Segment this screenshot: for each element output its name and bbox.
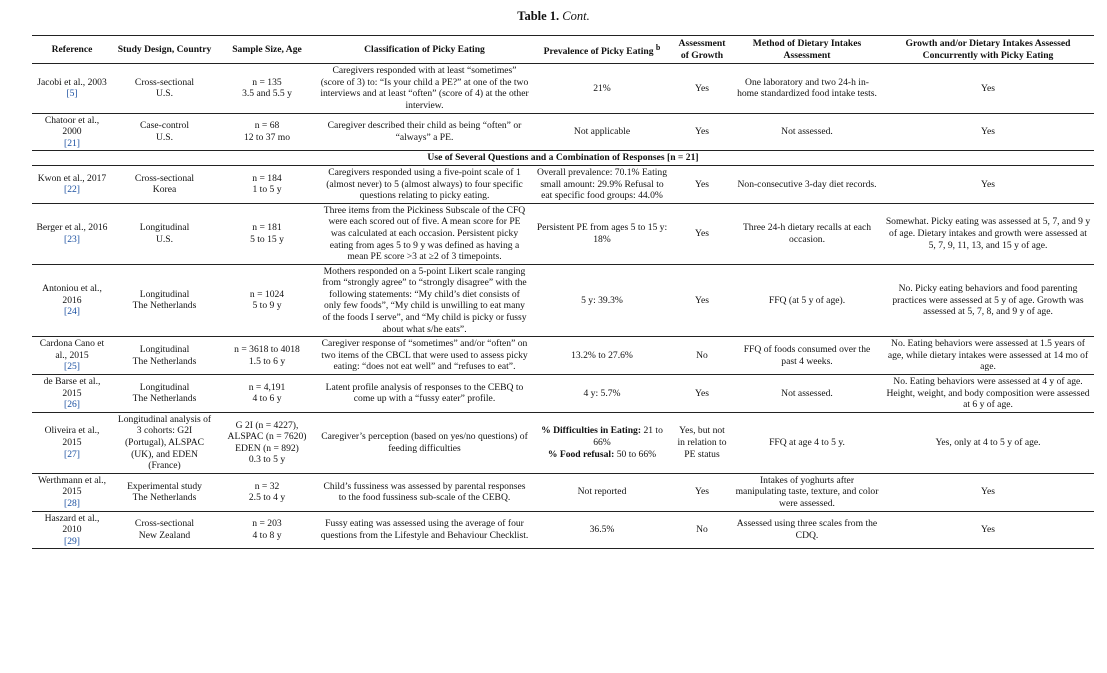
cell-growth: No xyxy=(672,337,732,375)
cell-sample xyxy=(217,165,317,203)
cell-prevalence xyxy=(532,113,672,151)
cell-classification: Three items from the Pickiness Subscale of the CFQ were each scored out of five. A mean score for PE was calculated at each occasion. Persistent picky eating from ages 5 to 9 y was defined as having a mean PE score >3 at ≥2 of 3 timepoints. xyxy=(317,203,532,264)
cell-method: FFQ (at 5 y of age). xyxy=(732,264,882,337)
table-row xyxy=(32,113,1094,151)
cell-design xyxy=(112,337,217,375)
table-row xyxy=(32,511,1094,549)
cell-sample xyxy=(217,473,317,511)
table-row xyxy=(32,64,1094,113)
cell-concurrent: Yes xyxy=(882,511,1094,549)
cell-classification: Child’s fussiness was assessed by parental responses to the food fussiness sub-scale of the CEBQ. xyxy=(317,473,532,511)
prevalence-text: Not reported xyxy=(577,486,627,498)
cell-concurrent: Yes xyxy=(882,113,1094,151)
cell-concurrent: No. Eating behaviors were assessed at 4 y of age. Height, weight, and body composition were assessed at 6 y of age. xyxy=(882,375,1094,413)
cell-design xyxy=(112,165,217,203)
section-heading: Use of Several Questions and a Combination of Responses [n = 21] xyxy=(32,151,1094,166)
table-body-section xyxy=(32,151,1094,166)
reference-text: Kwon et al., 2017 xyxy=(37,172,107,184)
cell-growth: No xyxy=(672,511,732,549)
age-text: 3.5 and 5.5 y xyxy=(242,88,292,100)
country-text: The Netherlands xyxy=(132,492,197,504)
cell-design xyxy=(112,203,217,264)
cell-method: Not assessed. xyxy=(732,113,882,151)
cell-growth: Yes, but not in relation to PE status xyxy=(672,412,732,473)
reference-text: Berger et al., 2016 xyxy=(36,222,108,234)
reference-citation-link[interactable]: [21] xyxy=(64,137,80,149)
table-row xyxy=(32,264,1094,337)
prevalence-detail-1: % Difficulties in Eating: 21 to 66% xyxy=(541,425,663,448)
sample-size-text: G 2I (n = 4227), ALSPAC (n = 7620) EDEN (n = 892) xyxy=(227,419,307,454)
prevalence-text: Persistent PE from ages 5 to 15 y: 18% xyxy=(536,222,668,245)
cell-classification: Mothers responded on a 5-point Likert scale ranging from “strongly agree” to “strongly disagree” with the following statements: “My child’s diet consists of only few foods”, “My child is unwilling to eat many of the foods I serve”, and “My child is picky or fussy about what s/he eats”. xyxy=(317,264,532,337)
country-text: Korea xyxy=(152,184,177,196)
caption-text: Cont. xyxy=(562,9,590,23)
cell-sample xyxy=(217,264,317,337)
header-row xyxy=(32,36,1094,64)
prevalence-text: Not applicable xyxy=(573,126,631,138)
sample-size-text: n = 3618 to 4018 xyxy=(234,344,300,356)
caption-label: Table 1. xyxy=(517,9,560,23)
cell-sample xyxy=(217,511,317,549)
country-text: U.S. xyxy=(155,88,174,100)
cell-reference xyxy=(32,165,112,203)
sample-size-text: n = 32 xyxy=(254,480,280,492)
cell-classification: Caregiver response of “sometimes” and/or “often” on two items of the CBCL that were used to assess picky eating: “does not eat well” and “refuses to eat”. xyxy=(317,337,532,375)
design-text: Longitudinal analysis of 3 cohorts: G2I (Portugal), ALSPAC (UK), and EDEN (France) xyxy=(117,413,212,472)
table-row xyxy=(32,375,1094,413)
cell-sample xyxy=(217,64,317,113)
cell-classification: Latent profile analysis of responses to the CEBQ to come up with a “fussy eater” profile. xyxy=(317,375,532,413)
age-text: 4 to 6 y xyxy=(252,393,282,405)
cell-design xyxy=(112,473,217,511)
cell-method: FFQ of foods consumed over the past 4 weeks. xyxy=(732,337,882,375)
cell-prevalence xyxy=(532,165,672,203)
sample-size-text: n = 68 xyxy=(254,120,280,132)
cell-prevalence xyxy=(532,64,672,113)
table-row xyxy=(32,165,1094,203)
cell-sample xyxy=(217,203,317,264)
cell-growth: Yes xyxy=(672,473,732,511)
reference-text: Oliveira et al., 2015 xyxy=(44,425,100,448)
col-header-growth: Assessment of Growth xyxy=(672,36,732,64)
country-text: The Netherlands xyxy=(132,355,197,367)
cell-design xyxy=(112,64,217,113)
country-text: New Zealand xyxy=(138,529,191,541)
cell-sample xyxy=(217,337,317,375)
table-caption xyxy=(0,9,1107,24)
cell-reference xyxy=(32,264,112,337)
prevalence-footnote-marker: b xyxy=(655,42,661,52)
reference-text: Chatoor et al., 2000 xyxy=(44,114,100,138)
col-header-method: Method of Dietary Intakes Assessment xyxy=(732,36,882,64)
cell-prevalence xyxy=(532,375,672,413)
country-text: The Netherlands xyxy=(132,300,197,312)
cell-classification: Fussy eating was assessed using the average of four questions from the Lifestyle and Behaviour Checklist. xyxy=(317,511,532,549)
cell-growth: Yes xyxy=(672,113,732,151)
cell-reference xyxy=(32,337,112,375)
reference-citation-link[interactable]: [27] xyxy=(64,448,80,460)
sample-size-text: n = 203 xyxy=(252,518,282,530)
design-text: Cross-sectional xyxy=(134,76,195,88)
cell-concurrent: Yes xyxy=(882,165,1094,203)
prevalence-text: Overall prevalence: 70.1% Eating small amount: 29.9% Refusal to eat specific food groups: 44.0% xyxy=(537,166,667,202)
cell-prevalence xyxy=(532,264,672,337)
age-text: 1 to 5 y xyxy=(252,184,282,196)
reference-citation-link[interactable]: [25] xyxy=(64,361,80,373)
cell-concurrent: Yes, only at 4 to 5 y of age. xyxy=(882,412,1094,473)
prevalence-text: 36.5% xyxy=(589,524,615,536)
col-header-classification: Classification of Picky Eating xyxy=(317,36,532,64)
cell-prevalence xyxy=(532,203,672,264)
design-text: Longitudinal xyxy=(139,381,190,393)
reference-citation-link[interactable]: [28] xyxy=(64,497,80,509)
sample-size-text: n = 4,191 xyxy=(248,381,286,393)
reference-citation-link[interactable]: [24] xyxy=(64,306,80,318)
table-body-a xyxy=(32,64,1094,151)
age-text: 5 to 9 y xyxy=(252,300,282,312)
cell-growth: Yes xyxy=(672,165,732,203)
country-text: U.S. xyxy=(155,131,174,143)
design-text: Cross-sectional xyxy=(134,172,195,184)
reference-citation-link[interactable]: [23] xyxy=(64,233,80,245)
cell-growth: Yes xyxy=(672,203,732,264)
reference-citation-link[interactable]: [29] xyxy=(64,535,80,547)
col-header-sample: Sample Size, Age xyxy=(217,36,317,64)
cell-growth: Yes xyxy=(672,264,732,337)
prevalence-text: 4 y: 5.7% xyxy=(583,387,621,399)
cell-concurrent: No. Picky eating behaviors and food parenting practices were assessed at 5 y of age. Growth was assessed at 5, 7, 8, and 9 y of age. xyxy=(882,264,1094,337)
prevalence-text: 13.2% to 27.6% xyxy=(571,349,633,361)
col-header-design: Study Design, Country xyxy=(112,36,217,64)
design-text: Cross-sectional xyxy=(134,518,195,530)
table-row xyxy=(32,337,1094,375)
table-body-b xyxy=(32,165,1094,548)
cell-reference xyxy=(32,375,112,413)
cell-concurrent: Somewhat. Picky eating was assessed at 5, 7, and 9 y of age. Dietary intakes and growth were assessed at 5, 7, 9, 11, 13, and 15 y of age. xyxy=(882,203,1094,264)
cell-method: Not assessed. xyxy=(732,375,882,413)
age-text: 12 to 37 mo xyxy=(243,131,291,143)
cell-prevalence xyxy=(532,337,672,375)
picky-eating-table xyxy=(32,35,1094,549)
reference-text: Haszard et al., 2010 xyxy=(44,512,100,536)
cell-classification: Caregivers responded with at least “sometimes” (score of 3) to: “Is your child a PE?” at one of the two interviews and at least “often” (score of 4) at the other interview. xyxy=(317,64,532,113)
cell-method: Non-consecutive 3-day diet records. xyxy=(732,165,882,203)
age-text: 1.5 to 6 y xyxy=(248,355,286,367)
age-text: 0.3 to 5 y xyxy=(248,454,286,466)
cell-design xyxy=(112,412,217,473)
section-row xyxy=(32,151,1094,166)
sample-size-text: n = 1024 xyxy=(249,288,285,300)
sample-size-text: n = 184 xyxy=(252,172,282,184)
design-text: Longitudinal xyxy=(139,344,190,356)
cell-prevalence xyxy=(532,412,672,473)
table-row xyxy=(32,412,1094,473)
col-header-reference: Reference xyxy=(32,36,112,64)
cell-reference xyxy=(32,203,112,264)
reference-text: Jacobi et al., 2003 xyxy=(37,76,107,88)
col-header-concurrent: Growth and/or Dietary Intakes Assessed Concurrently with Picky Eating xyxy=(882,36,1094,64)
cell-method: FFQ at age 4 to 5 y. xyxy=(732,412,882,473)
reference-citation-link[interactable]: [5] xyxy=(66,88,78,100)
cell-method: Three 24-h dietary recalls at each occasion. xyxy=(732,203,882,264)
prevalence-text: 21% xyxy=(593,82,611,94)
cell-classification: Caregiver described their child as being “often” or “always” a PE. xyxy=(317,113,532,151)
country-text: U.S. xyxy=(155,233,174,245)
reference-text: Antoniou et al., 2016 xyxy=(42,283,102,306)
cell-reference xyxy=(32,113,112,151)
cell-reference xyxy=(32,473,112,511)
age-text: 5 to 15 y xyxy=(250,233,284,245)
reference-text: Cardona Cano et al., 2015 xyxy=(39,338,105,361)
cell-reference xyxy=(32,511,112,549)
reference-text: Werthmann et al., 2015 xyxy=(38,474,106,498)
table-row xyxy=(32,473,1094,511)
sample-size-text: n = 181 xyxy=(252,222,282,234)
cell-concurrent: Yes xyxy=(882,473,1094,511)
design-text: Longitudinal xyxy=(139,222,190,234)
cell-concurrent: No. Eating behaviors were assessed at 1.5 years of age, while dietary intakes were assessed at 14 mo of age. xyxy=(882,337,1094,375)
col-header-prevalence: Prevalence of Picky Eating $^b$ xyxy=(532,36,672,64)
table-row xyxy=(32,203,1094,264)
cell-reference xyxy=(32,412,112,473)
cell-reference xyxy=(32,64,112,113)
cell-design xyxy=(112,113,217,151)
cell-sample xyxy=(217,375,317,413)
cell-design xyxy=(112,375,217,413)
cell-growth: Yes xyxy=(672,375,732,413)
cell-method: One laboratory and two 24-h in-home standardized food intake tests. xyxy=(732,64,882,113)
reference-citation-link[interactable]: [26] xyxy=(64,399,80,411)
age-text: 4 to 8 y xyxy=(252,529,282,541)
reference-citation-link[interactable]: [22] xyxy=(64,184,80,196)
prevalence-detail-2: % Food refusal: 50 to 66% xyxy=(547,448,657,460)
reference-text: de Barse et al., 2015 xyxy=(43,376,101,399)
cell-classification: Caregivers responded using a five-point scale of 1 (almost never) to 5 (almost always) to four specific questions relating to picky eating. xyxy=(317,165,532,203)
cell-method: Intakes of yoghurts after manipulating taste, texture, and color were assessed. xyxy=(732,473,882,511)
cell-growth: Yes xyxy=(672,64,732,113)
cell-classification: Caregiver’s perception (based on yes/no questions) of feeding difficulties xyxy=(317,412,532,473)
cell-concurrent: Yes xyxy=(882,64,1094,113)
cell-sample xyxy=(217,412,317,473)
cell-method: Assessed using three scales from the CDQ. xyxy=(732,511,882,549)
cell-sample xyxy=(217,113,317,151)
design-text: Case-control xyxy=(139,120,190,132)
prevalence-text: 5 y: 39.3% xyxy=(581,294,623,306)
cell-prevalence xyxy=(532,511,672,549)
cell-design xyxy=(112,264,217,337)
design-text: Longitudinal xyxy=(139,288,190,300)
country-text: The Netherlands xyxy=(132,393,197,405)
design-text: Experimental study xyxy=(127,480,202,492)
sample-size-text: n = 135 xyxy=(252,76,282,88)
cell-design xyxy=(112,511,217,549)
age-text: 2.5 to 4 y xyxy=(248,492,286,504)
cell-prevalence xyxy=(532,473,672,511)
